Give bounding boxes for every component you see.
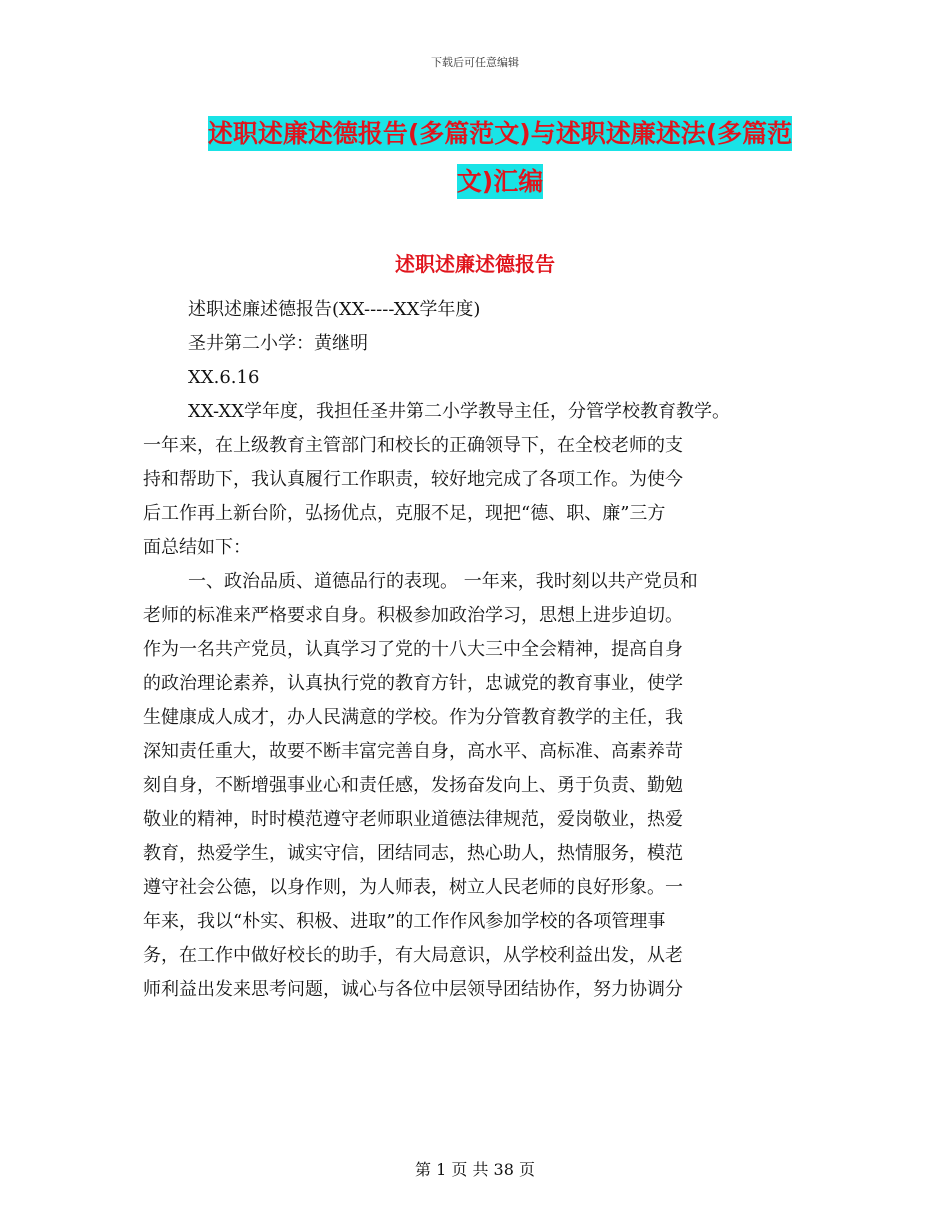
section-title: 述职述廉述德报告 <box>395 252 555 276</box>
paragraph2-line: 务，在工作中做好校长的助手，有大局意识，从学校利益出发，从老 <box>143 945 683 966</box>
page-footer: 第 1 页 共 38 页 <box>415 1160 535 1179</box>
paragraph1-line: 一年来，在上级教育主管部门和校长的正确领导下，在全校老师的支 <box>143 435 683 456</box>
paragraph2-line: 的政治理论素养，认真执行党的教育方针，忠诚党的教育事业，使学 <box>143 673 683 694</box>
paragraph1-line: 后工作再上新台阶，弘扬优点，克服不足，现把“德、职、廉”三方 <box>143 503 666 524</box>
title-line-2: 文)汇编 <box>457 164 543 199</box>
paragraph2-line: 年来，我以“朴实、积极、进取”的工作作风参加学校的各项管理事 <box>143 911 666 932</box>
paragraph2-line: 生健康成人成才，办人民满意的学校。作为分管教育教学的主任，我 <box>143 707 683 728</box>
paragraph2-line: 一、政治品质、道德品行的表现。 一年来，我时刻以共产党员和 <box>188 571 698 592</box>
header-note: 下载后可任意编辑 <box>431 56 519 69</box>
document-body <box>143 293 813 1007</box>
paragraph2-line: 刻自身，不断增强事业心和责任感，发扬奋发向上、勇于负责、勤勉 <box>143 775 683 796</box>
paragraph2-line: 作为一名共产党员，认真学习了党的十八大三中全会精神，提高自身 <box>143 639 683 660</box>
paragraph2-line: 老师的标准来严格要求自身。积极参加政治学习，思想上进步迫切。 <box>143 605 683 626</box>
paragraph1-line: 面总结如下： <box>143 537 251 558</box>
title-line-1: 述职述廉述德报告(多篇范文)与述职述廉述法(多篇范 <box>208 116 792 151</box>
paragraph1-line: XX-XX学年度，我担任圣井第二小学教导主任，分管学校教育教学。 <box>188 401 731 422</box>
paragraph2-line: 深知责任重大，故要不断丰富完善自身，高水平、高标准、高素养苛 <box>143 741 683 762</box>
document-title <box>180 110 820 206</box>
author-line: 圣井第二小学：黄继明 <box>188 333 368 354</box>
date-line: XX.6.16 <box>188 367 260 388</box>
paragraph2-line: 遵守社会公德，以身作则，为人师表，树立人民老师的良好形象。一 <box>143 877 683 898</box>
paragraph2-line: 师利益出发来思考问题，诚心与各位中层领导团结协作，努力协调分 <box>143 979 683 1000</box>
paragraph2-line: 教育，热爱学生，诚实守信，团结同志，热心助人，热情服务，模范 <box>143 843 683 864</box>
paragraph2-line: 敬业的精神，时时模范遵守老师职业道德法律规范，爱岗敬业，热爱 <box>143 809 683 830</box>
paragraph1-line: 持和帮助下，我认真履行工作职责，较好地完成了各项工作。为使今 <box>143 469 683 490</box>
report-name: 述职述廉述德报告(XX-----XX学年度) <box>188 299 481 320</box>
